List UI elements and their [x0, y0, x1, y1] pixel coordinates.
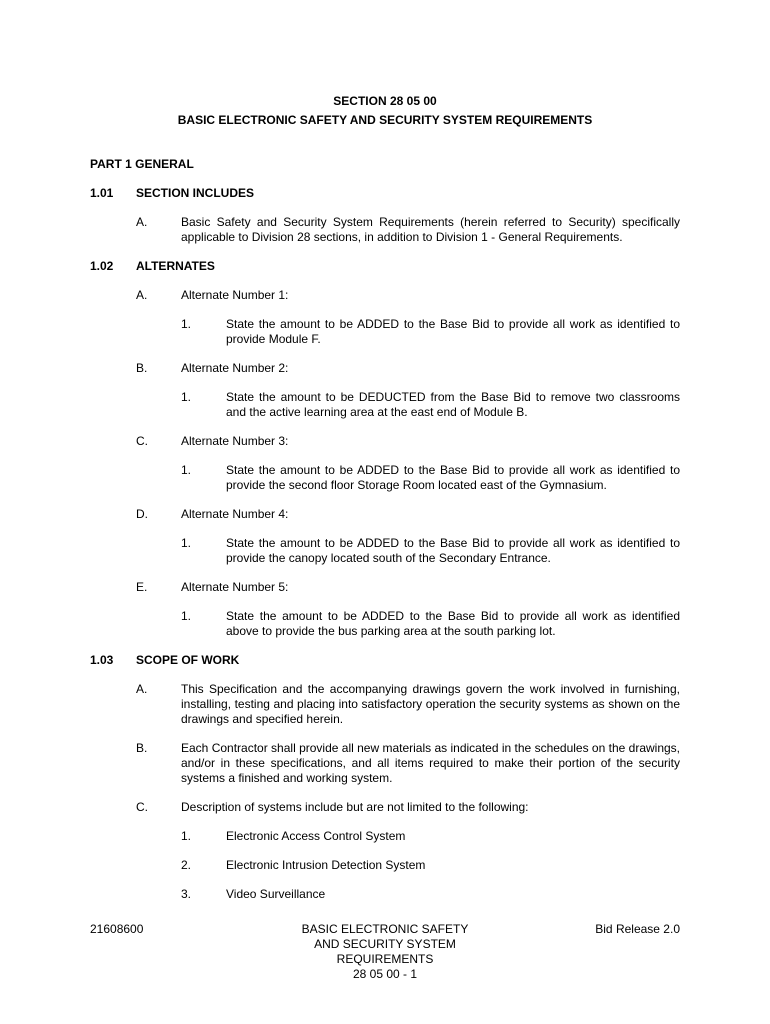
- alternate-letter: D.: [136, 507, 148, 521]
- article-number-101: 1.01: [90, 186, 114, 200]
- article-title-103: SCOPE OF WORK: [136, 653, 240, 667]
- alternate-letter: C.: [136, 434, 148, 448]
- system-number: 3.: [181, 887, 192, 901]
- alternate-label: Alternate Number 1:: [181, 288, 289, 302]
- alternate-letter: B.: [136, 361, 148, 375]
- alternate-sub-text: State the amount to be ADDED to the Base Bid to provide all work as identified to provide the canopy located south of the Secondary Entrance.: [226, 536, 680, 565]
- system-number: 1.: [181, 829, 192, 843]
- alternate-sub-number: 1.: [181, 317, 192, 331]
- paragraph-text: Description of systems include but are not limited to the following:: [181, 800, 529, 814]
- alternate-sub-text: State the amount to be ADDED to the Base Bid to provide all work as identified above to provide the bus parking area at the south parking lot.: [226, 609, 680, 638]
- system-name: Electronic Access Control System: [226, 829, 406, 843]
- alternate-label: Alternate Number 5:: [181, 580, 289, 594]
- footer-page-ref: 28 05 00 - 1: [352, 967, 418, 981]
- system-number: 2.: [181, 858, 192, 872]
- alternate-label: Alternate Number 2:: [181, 361, 289, 375]
- article-title-101: SECTION INCLUDES: [136, 186, 255, 200]
- paragraph-text: This Specification and the accompanying drawings govern the work involved in furnishing, installing, testing and placing into satisfactory operation the security systems as shown on the drawings and specified herein.: [181, 682, 680, 726]
- footer-title: [235, 922, 535, 982]
- paragraph-letter: A.: [136, 682, 148, 696]
- footer-release: Bid Release 2.0: [595, 922, 680, 936]
- alternate-sub-number: 1.: [181, 463, 192, 477]
- alternate-letter: E.: [136, 580, 148, 594]
- alternate-label: Alternate Number 4:: [181, 507, 289, 521]
- paragraph-text: Each Contractor shall provide all new materials as indicated in the schedules on the drawings, and/or in these specifications, and all items required to make their portion of the security systems a finished and working system.: [181, 741, 680, 785]
- paragraph-letter: C.: [136, 800, 148, 814]
- alternate-letter: A.: [136, 288, 148, 302]
- alternate-sub-text: State the amount to be ADDED to the Base Bid to provide all work as identified to provide the second floor Storage Room located east of the Gymnasium.: [226, 463, 680, 492]
- paragraph-letter: A.: [136, 215, 148, 229]
- footer-title-line3: REQUIREMENTS: [336, 952, 434, 966]
- section-title: BASIC ELECTRONIC SAFETY AND SECURITY SYSTEM REQUIREMENTS: [177, 113, 593, 127]
- system-name: Electronic Intrusion Detection System: [226, 858, 426, 872]
- alternate-sub-number: 1.: [181, 536, 192, 550]
- paragraph-letter: B.: [136, 741, 148, 755]
- article-number-102: 1.02: [90, 259, 114, 273]
- alternate-label: Alternate Number 3:: [181, 434, 289, 448]
- section-number: SECTION 28 05 00: [333, 94, 437, 108]
- part-title: PART 1 GENERAL: [90, 157, 194, 171]
- paragraph-text: Basic Safety and Security System Requirements (herein referred to Security) specifically applicable to Division 28 sections, in addition to Division 1 - General Requirements.: [181, 215, 680, 244]
- article-number-103: 1.03: [90, 653, 114, 667]
- alternate-sub-number: 1.: [181, 609, 192, 623]
- footer-title-line2: AND SECURITY SYSTEM: [314, 937, 456, 951]
- alternate-sub-text: State the amount to be DEDUCTED from the Base Bid to remove two classrooms and the active learning area at the east end of Module B.: [226, 390, 680, 419]
- footer-title-line1: BASIC ELECTRONIC SAFETY: [301, 922, 469, 936]
- footer-project-number: 21608600: [90, 922, 144, 936]
- system-name: Video Surveillance: [226, 887, 326, 901]
- alternate-sub-number: 1.: [181, 390, 192, 404]
- alternate-sub-text: State the amount to be ADDED to the Base Bid to provide all work as identified to provide Module F.: [226, 317, 680, 346]
- article-title-102: ALTERNATES: [136, 259, 215, 273]
